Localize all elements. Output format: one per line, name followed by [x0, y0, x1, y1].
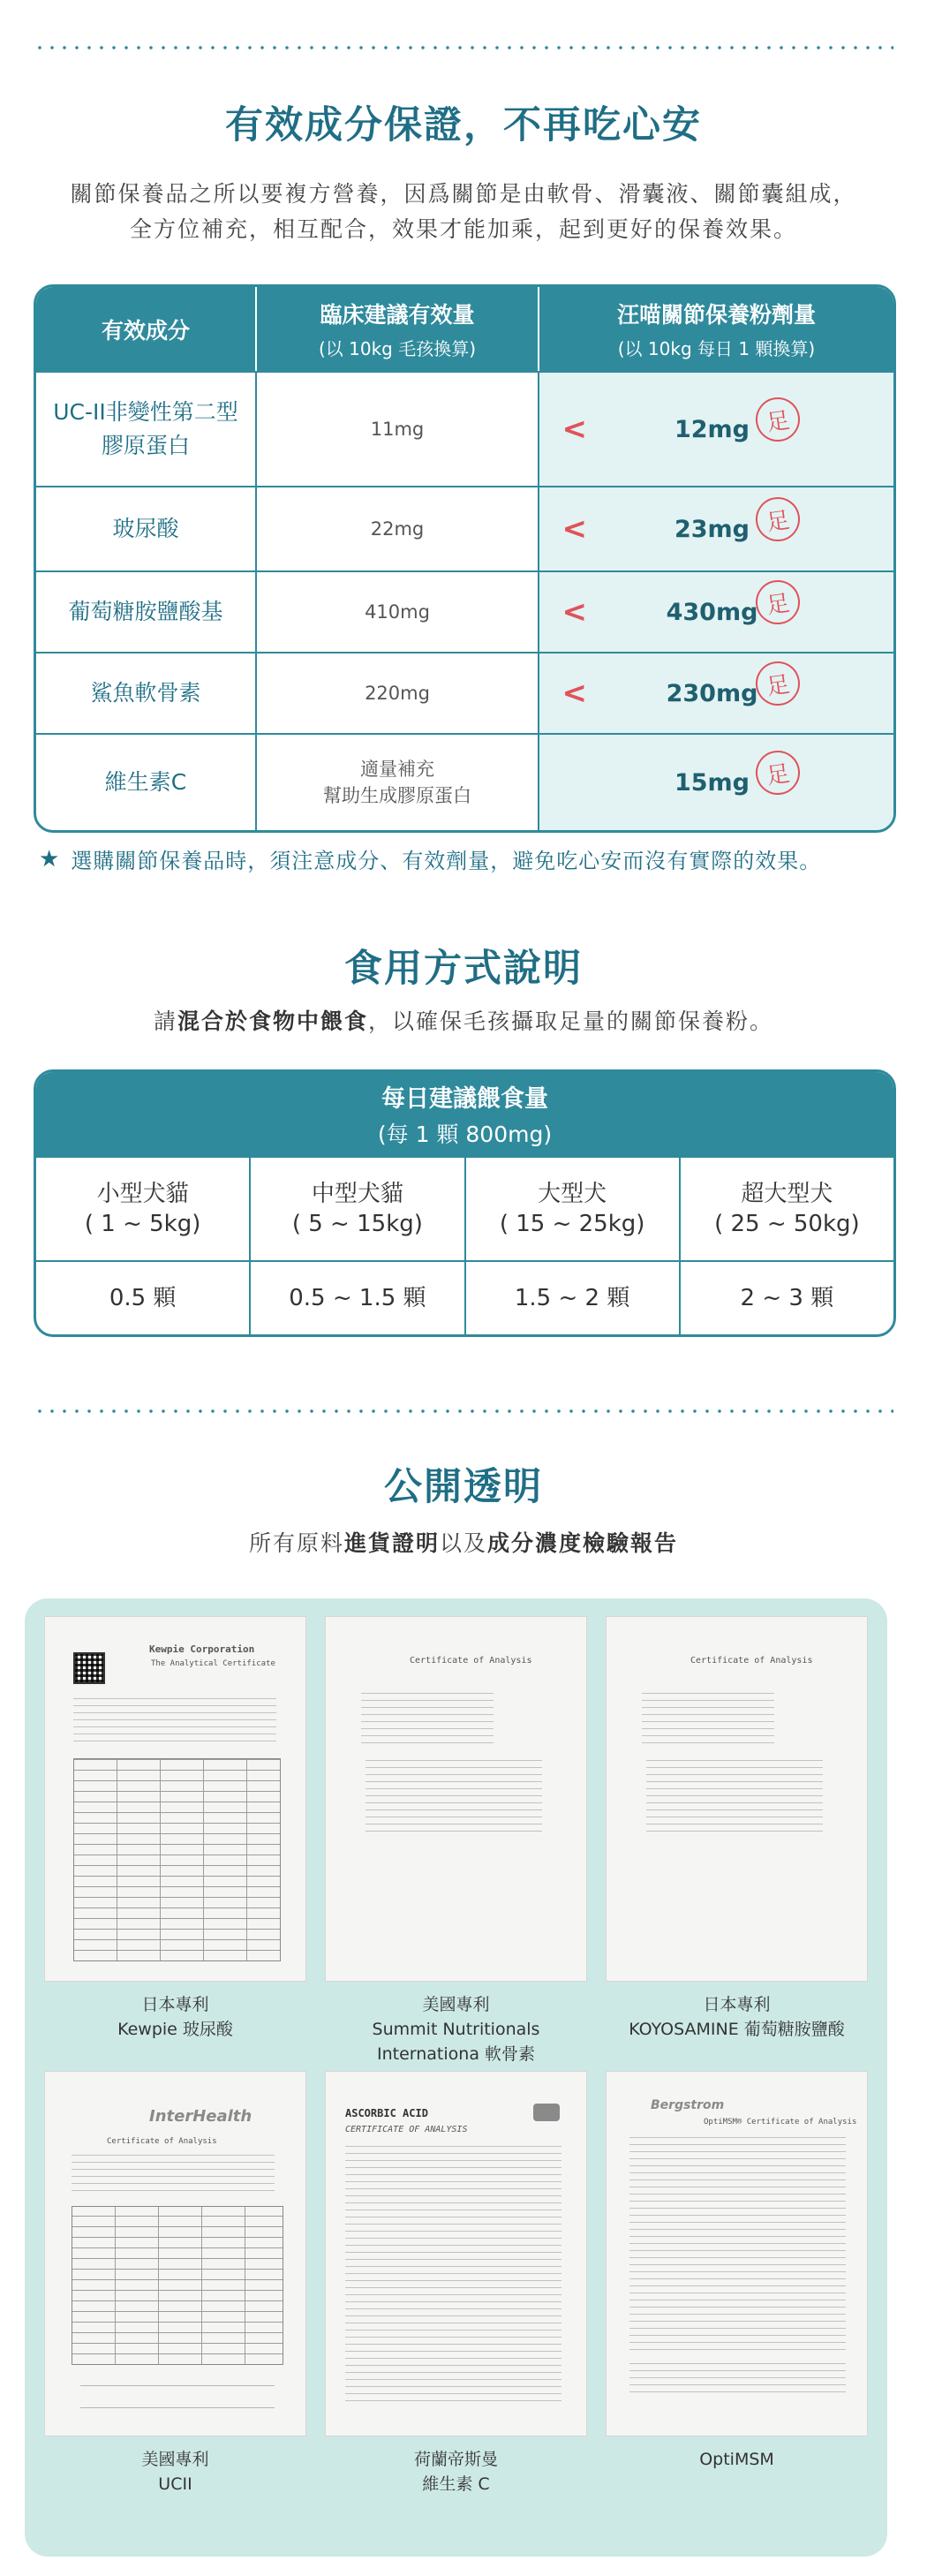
clinical-dose [257, 487, 587, 570]
clinical-dose [257, 653, 587, 733]
size-cell [464, 1158, 679, 1260]
section-title-ingredients: 有效成分保證，不再吃心安 [225, 103, 702, 147]
certificate-subheading: Certificate of Analysis [107, 2137, 217, 2146]
buying-tip [39, 843, 821, 874]
dose-cell: 0.5 顆 [109, 1285, 177, 1311]
sufficient-stamp-icon: 足 [753, 748, 803, 797]
size-range: ( 5 ~ 15kg) [291, 1211, 423, 1237]
size-cell [249, 1158, 464, 1260]
product-dose [539, 487, 893, 570]
clinical-dose-note: 幫助生成膠原蛋白 [323, 785, 471, 806]
transparency-intro-emphasis-2: 成分濃度檢驗報告 [487, 1530, 679, 1556]
certificate-interhealth [44, 2071, 306, 2497]
certificate-caption [325, 2447, 587, 2497]
caption-material: KOYOSAMINE 葡萄糖胺鹽酸 [629, 2020, 845, 2039]
transparency-intro-prefix: 所有原料 [248, 1530, 344, 1556]
usage-intro [0, 1004, 927, 1039]
size-name: 大型犬 [538, 1181, 607, 1207]
certificate-dsm [325, 2071, 587, 2497]
clinical-dose-value: 11mg [370, 419, 425, 440]
header-clinical-title: 臨床建議有效量 [320, 302, 475, 328]
feeding-table-subtitle: (每 1 顆 800mg) [377, 1122, 553, 1147]
ingredient-name: 玻尿酸 [36, 487, 257, 570]
ingredient-name-line1: UC-II非變性第二型 [53, 399, 238, 425]
certificate-image[interactable] [44, 1616, 306, 1982]
certificate-optimsm [606, 2071, 868, 2472]
table-row [36, 570, 893, 652]
product-dose [539, 373, 893, 486]
product-dose [539, 572, 893, 652]
usage-intro-emphasis: 混合於食物中餵食 [177, 1008, 368, 1034]
transparency-intro-emphasis-1: 進貨證明 [343, 1530, 440, 1556]
sufficient-stamp-icon: 足 [753, 495, 803, 544]
certificate-image[interactable] [325, 1616, 587, 1982]
section-title-usage: 食用方式說明 [344, 947, 583, 991]
caption-material: OptiMSM [699, 2450, 774, 2469]
caption-material: Kewpie 玻尿酸 [117, 2020, 233, 2039]
bergstrom-logo: Bergstrom [651, 2098, 725, 2112]
clinical-dose-value: 22mg [370, 518, 425, 540]
dose-cell: 1.5 ~ 2 顆 [464, 1262, 679, 1334]
ingredient-name-line2: 膠原蛋白 [101, 433, 190, 458]
clinical-dose [257, 572, 587, 652]
sufficient-stamp-icon: 足 [753, 578, 803, 627]
size-row [36, 1156, 893, 1260]
feeding-table [34, 1069, 896, 1337]
ingredient-name [36, 373, 257, 486]
certificate-koyosamine [606, 1616, 868, 2042]
certificate-subheading: The Analytical Certificate [151, 1659, 275, 1668]
caption-material: Summit Nutritionals Internationa 軟骨素 [372, 2020, 540, 2064]
caption-origin: 美國專利 [422, 1995, 490, 2014]
dotted-divider [34, 46, 893, 49]
qr-code-icon [73, 1652, 105, 1684]
usage-intro-suffix: ，以確保毛孩攝取足量的關節保養粉。 [368, 1008, 774, 1034]
header-product-title: 汪喵關節保養粉劑量 [616, 302, 816, 328]
ingredients-intro [0, 177, 927, 247]
header-clinical [257, 287, 539, 371]
size-range: ( 1 ~ 5kg) [84, 1211, 201, 1237]
certificate-subheading: CERTIFICATE OF ANALYSIS [345, 2125, 468, 2134]
less-than-symbol: < [561, 594, 587, 630]
certificate-image[interactable] [606, 1616, 868, 1982]
product-dose [539, 735, 893, 830]
table-row [36, 486, 893, 570]
dsm-logo-icon [533, 2104, 560, 2121]
certificate-caption [325, 1992, 587, 2066]
clinical-dose-value: 220mg [365, 683, 430, 704]
table-row [36, 371, 893, 486]
ingredient-name: 葡萄糖胺鹽酸基 [36, 572, 257, 652]
certificate-caption [606, 2447, 868, 2472]
usage-intro-prefix: 請 [153, 1008, 177, 1034]
certificate-caption [44, 1992, 306, 2042]
caption-origin: 日本專利 [703, 1995, 771, 2014]
intro-line-2: 全方位補充，相互配合，效果才能加乘，起到更好的保養效果。 [129, 216, 797, 242]
certificate-summit [325, 1616, 587, 2066]
size-cell [36, 1158, 249, 1260]
caption-origin: 日本專利 [141, 1995, 209, 2014]
certificate-caption [44, 2447, 306, 2497]
dose-row [36, 1260, 893, 1334]
interhealth-logo: InterHealth [149, 2107, 252, 2126]
less-than-symbol: < [561, 412, 587, 447]
certificate-heading: Certificate of Analysis [410, 1656, 532, 1666]
less-than-symbol: < [561, 511, 587, 547]
dose-cell: 0.5 ~ 1.5 顆 [249, 1262, 464, 1334]
clinical-dose-value: 410mg [365, 601, 430, 623]
certificates-panel [25, 1598, 887, 2557]
header-clinical-sub: (以 10kg 毛孩換算) [318, 338, 477, 359]
size-name: 小型犬貓 [96, 1181, 189, 1207]
caption-material: 維生素 C [422, 2474, 490, 2494]
results-table-graphic [73, 1758, 281, 1961]
certificate-kewpie [44, 1616, 306, 2042]
header-product-dose [539, 287, 893, 371]
product-dose-value: 230mg [666, 679, 758, 707]
clinical-dose [257, 735, 539, 830]
certificate-heading: ASCORBIC ACID [345, 2107, 428, 2119]
product-dose-value: 23mg [674, 515, 750, 543]
clinical-dose [257, 373, 587, 486]
star-icon: ★ [39, 845, 61, 873]
size-cell [679, 1158, 893, 1260]
certificate-image[interactable] [325, 2071, 587, 2436]
sufficient-stamp-icon: 足 [753, 395, 803, 444]
transparency-intro [0, 1526, 927, 1561]
certificate-caption [606, 1992, 868, 2042]
table-row [36, 733, 893, 830]
header-ingredient: 有效成分 [36, 287, 257, 371]
feeding-table-header [36, 1072, 893, 1156]
product-dose [539, 653, 893, 733]
ingredient-name: 維生素C [36, 735, 257, 830]
clinical-dose-value: 適量補充 [360, 759, 434, 780]
feeding-table-title: 每日建議餵食量 [381, 1085, 548, 1113]
intro-line-1: 關節保養品之所以要複方營養，因爲關節是由軟骨、滑囊液、關節囊組成， [70, 181, 857, 207]
caption-origin: 美國專利 [141, 2450, 209, 2469]
certificate-heading: Kewpie Corporation [149, 1643, 255, 1655]
product-dose-value: 15mg [674, 768, 750, 797]
certificate-image[interactable] [606, 2071, 868, 2436]
certificate-heading: Certificate of Analysis [690, 1656, 813, 1666]
ingredient-name: 鯊魚軟骨素 [36, 653, 257, 733]
results-table-graphic [72, 2206, 283, 2365]
caption-origin: 荷蘭帝斯曼 [413, 2450, 498, 2469]
dose-cell: 2 ~ 3 顆 [679, 1262, 893, 1334]
sufficient-stamp-icon: 足 [753, 659, 803, 708]
buying-tip-text: 選購關節保養品時，須注意成分、有效劑量，避免吃心安而沒有實際的效果。 [71, 849, 822, 873]
header-product-sub: (以 10kg 每日 1 顆換算) [617, 338, 816, 359]
product-dose-value: 12mg [674, 415, 750, 443]
size-name: 超大型犬 [741, 1181, 833, 1207]
size-range: ( 15 ~ 25kg) [499, 1211, 645, 1237]
transparency-intro-mid: 以及 [440, 1530, 488, 1556]
less-than-symbol: < [561, 676, 587, 711]
section-title-transparency: 公開透明 [384, 1465, 543, 1509]
table-row [36, 652, 893, 733]
size-name: 中型犬貓 [311, 1181, 403, 1207]
ingredients-table [34, 284, 896, 833]
size-range: ( 25 ~ 50kg) [714, 1211, 860, 1237]
certificate-image[interactable] [44, 2071, 306, 2436]
dotted-divider [34, 1409, 893, 1413]
certificate-subheading: OptiMSM® Certificate of Analysis [704, 2118, 857, 2127]
caption-material: UCII [158, 2474, 192, 2494]
ingredients-table-header [36, 287, 893, 371]
product-dose-value: 430mg [666, 598, 758, 626]
